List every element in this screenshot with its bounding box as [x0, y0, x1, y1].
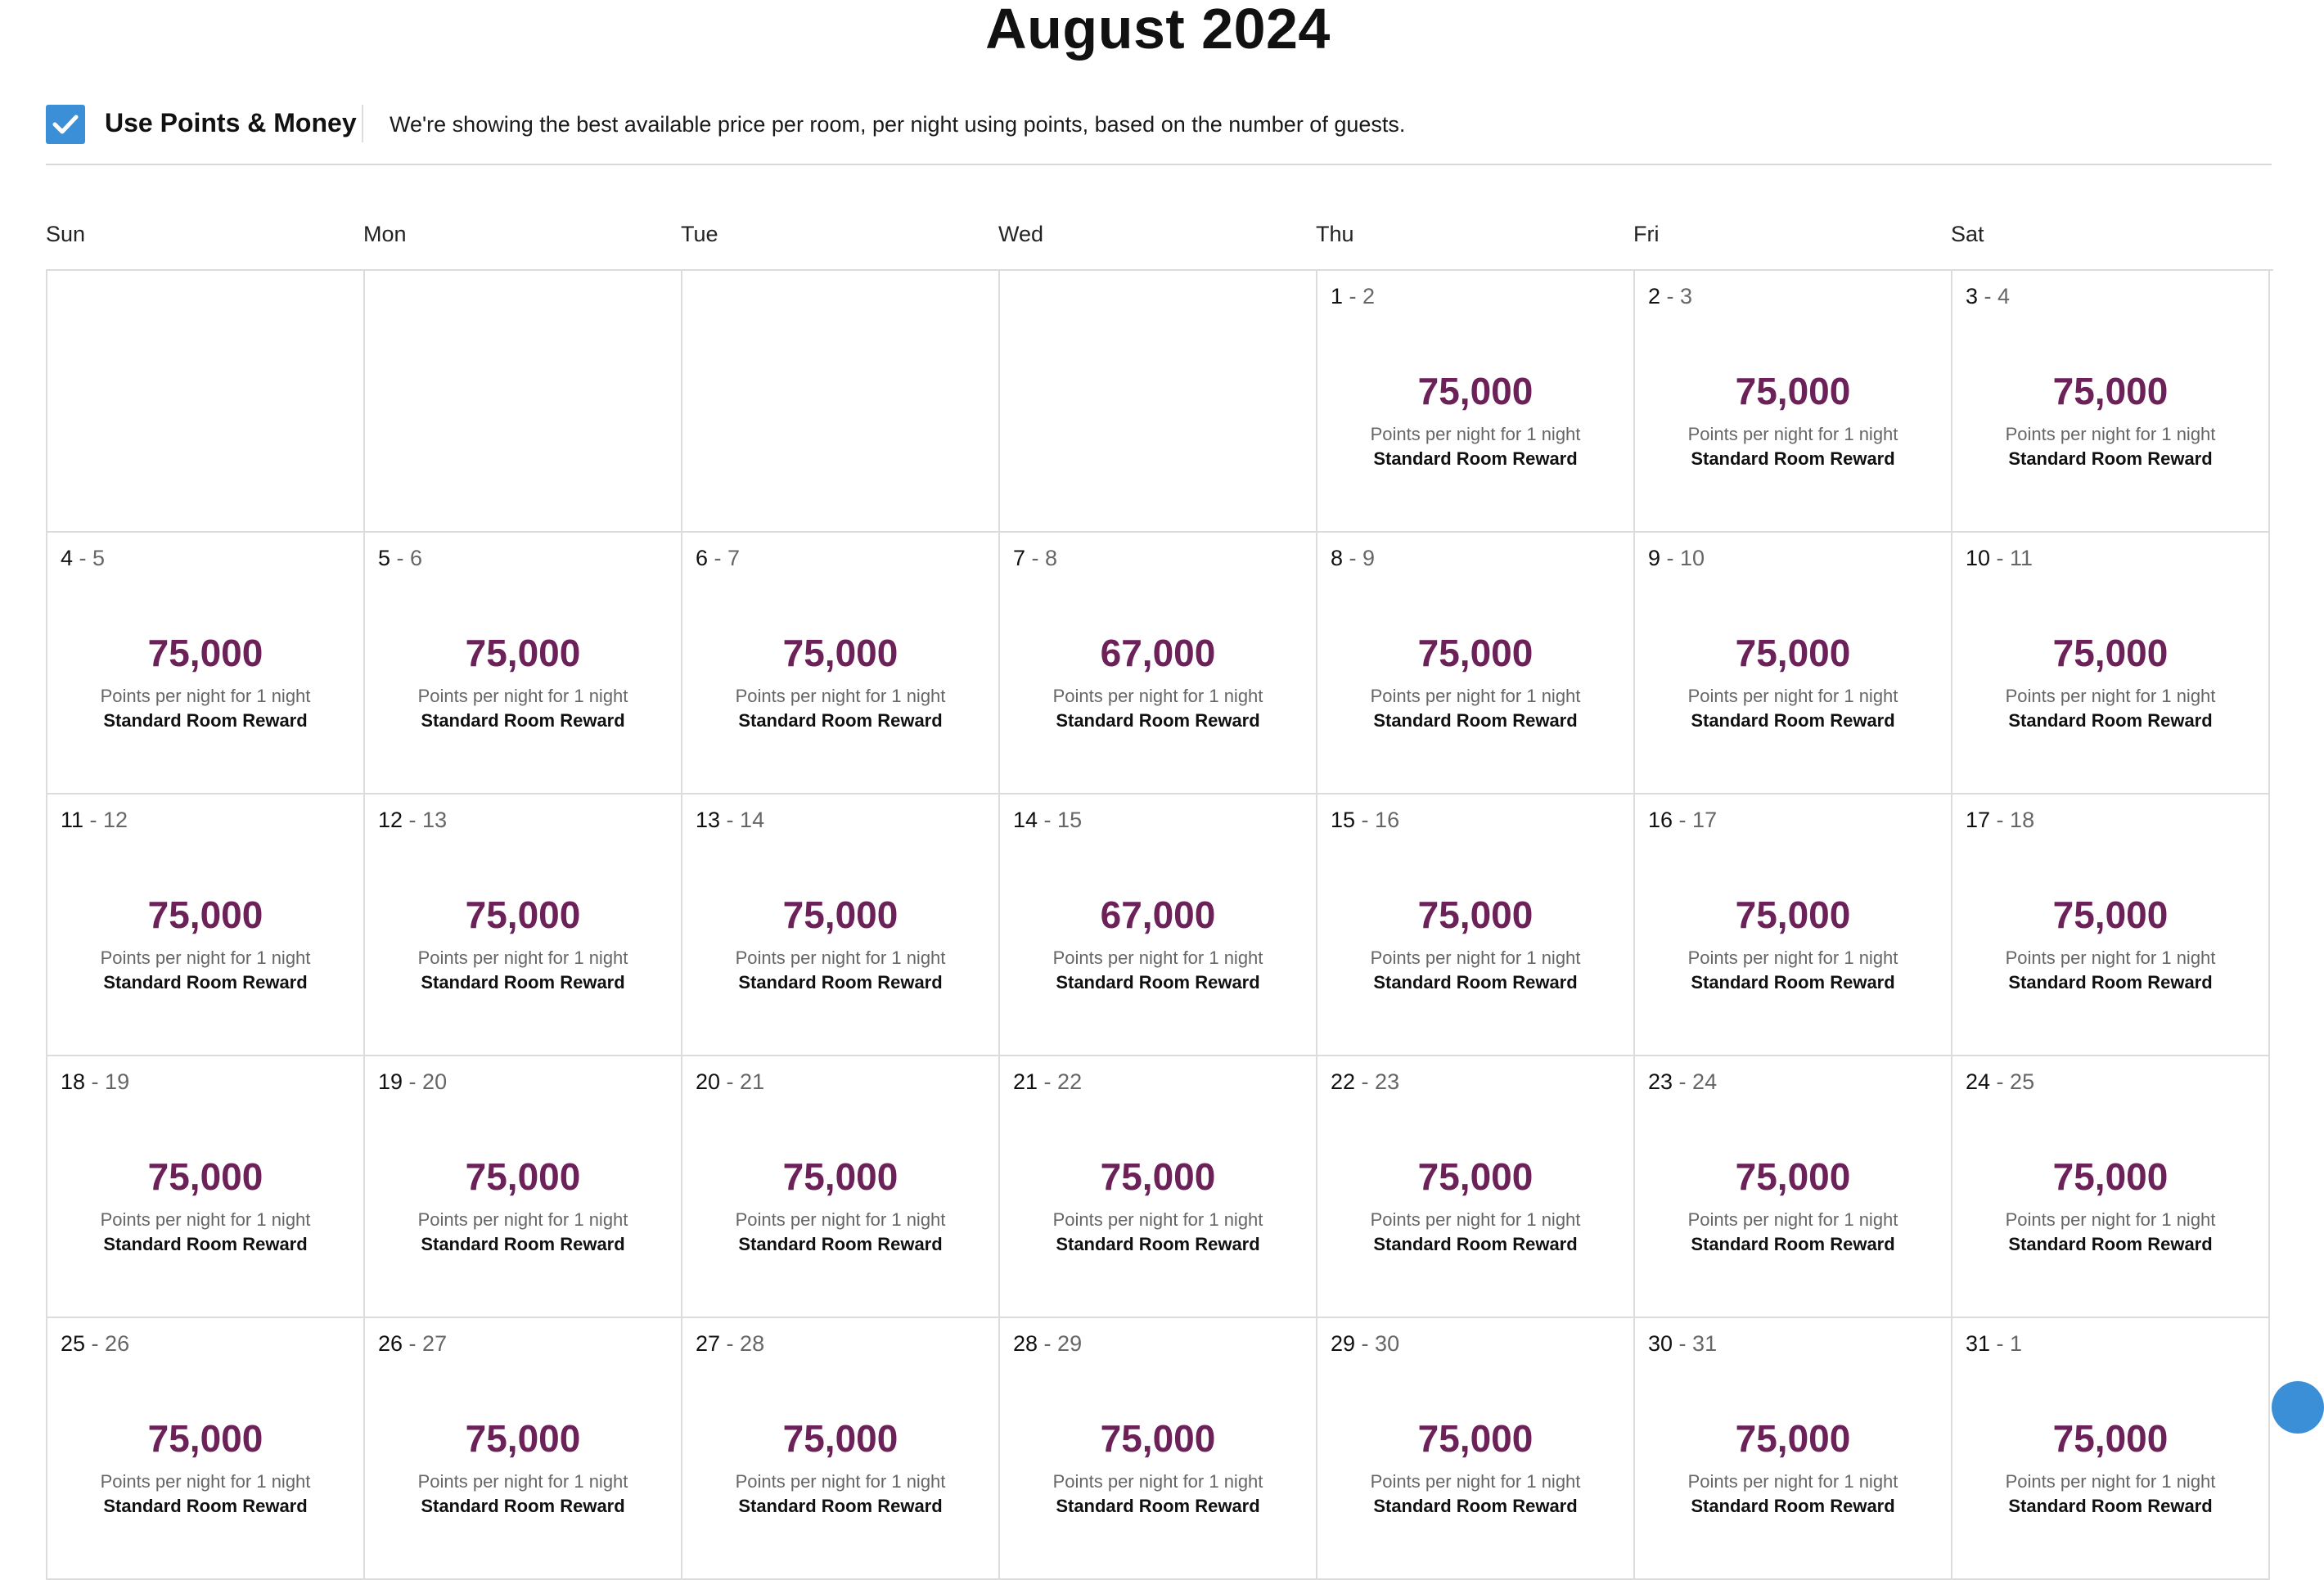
date-range	[696, 1330, 764, 1357]
price-caption: Points per night for 1 night	[417, 948, 628, 968]
check-in-day: 15	[1331, 808, 1356, 832]
check-out-day: 20	[422, 1069, 448, 1094]
reward-type: Standard Room Reward	[1373, 1234, 1578, 1254]
check-out-day: 18	[2010, 808, 2035, 832]
check-out-day: 9	[1362, 546, 1376, 570]
date-separator: -	[73, 546, 93, 570]
check-in-day: 30	[1648, 1331, 1673, 1356]
check-in-day: 7	[1013, 546, 1026, 570]
date-separator: -	[1038, 1069, 1058, 1094]
check-in-day: 17	[1966, 808, 1991, 832]
reward-type: Standard Room Reward	[1373, 1496, 1578, 1516]
price-caption: Points per night for 1 night	[735, 686, 946, 706]
check-in-day: 27	[696, 1331, 721, 1356]
check-in-day: 24	[1966, 1069, 1991, 1094]
date-separator: -	[1038, 808, 1058, 832]
weekday-mon: Mon	[363, 222, 407, 246]
points-price: 75,000	[1417, 1417, 1534, 1460]
date-range	[1013, 1330, 1082, 1357]
check-out-day: 14	[740, 808, 765, 832]
points-price: 67,000	[1100, 894, 1216, 936]
reward-type: Standard Room Reward	[738, 1496, 943, 1516]
empty-day-cell	[365, 271, 682, 533]
date-separator: -	[708, 546, 728, 570]
check-in-day: 23	[1648, 1069, 1673, 1094]
weekday-fri: Fri	[1633, 222, 1660, 246]
weekday-wed: Wed	[998, 222, 1044, 246]
date-range	[61, 806, 128, 834]
reward-type: Standard Room Reward	[2008, 710, 2213, 731]
date-separator: -	[1343, 284, 1363, 308]
date-range	[696, 544, 740, 572]
weekday-header	[46, 219, 2272, 252]
reward-type: Standard Room Reward	[421, 972, 625, 993]
reward-type: Standard Room Reward	[1691, 710, 1895, 731]
reward-type: Standard Room Reward	[738, 710, 943, 731]
price-caption: Points per night for 1 night	[1687, 1209, 1898, 1230]
reward-type: Standard Room Reward	[421, 1496, 625, 1516]
check-in-day: 2	[1648, 284, 1661, 308]
price-caption: Points per night for 1 night	[1370, 1471, 1581, 1492]
check-in-day: 16	[1648, 808, 1673, 832]
date-range	[696, 1068, 764, 1096]
date-range	[378, 1330, 447, 1357]
date-range	[378, 544, 422, 572]
price-caption: Points per night for 1 night	[735, 1471, 946, 1492]
day-cell[interactable]	[1635, 1056, 1952, 1318]
check-in-day: 1	[1331, 284, 1344, 308]
points-price: 75,000	[1417, 894, 1534, 936]
date-separator: -	[1660, 284, 1681, 308]
day-cell[interactable]	[1635, 271, 1952, 533]
date-range	[1648, 1068, 1717, 1096]
price-caption: Points per night for 1 night	[1370, 686, 1581, 706]
date-range	[1648, 282, 1692, 310]
date-separator: -	[720, 1069, 741, 1094]
check-in-day: 18	[61, 1069, 86, 1094]
check-out-day: 27	[422, 1331, 448, 1356]
month-title: August 2024	[985, 0, 1331, 61]
reward-type: Standard Room Reward	[1691, 972, 1895, 993]
date-range	[1648, 1330, 1717, 1357]
check-in-day: 13	[696, 808, 721, 832]
check-in-day: 12	[378, 808, 403, 832]
date-range	[1013, 1068, 1082, 1096]
price-caption: Points per night for 1 night	[1370, 948, 1581, 968]
date-separator: -	[390, 546, 411, 570]
reward-type: Standard Room Reward	[1056, 1234, 1260, 1254]
date-separator: -	[720, 1331, 741, 1356]
reward-type: Standard Room Reward	[1056, 710, 1260, 731]
day-cell[interactable]	[1635, 1318, 1952, 1580]
price-caption: Points per night for 1 night	[2005, 686, 2216, 706]
date-separator: -	[1355, 808, 1376, 832]
date-range	[696, 806, 764, 834]
check-out-day: 8	[1045, 546, 1058, 570]
price-caption: Points per night for 1 night	[2005, 948, 2216, 968]
check-out-day: 31	[1692, 1331, 1718, 1356]
calendar-grid	[46, 269, 2273, 1580]
price-caption: Points per night for 1 night	[735, 1209, 946, 1230]
day-cell[interactable]	[1317, 533, 1635, 795]
points-price: 75,000	[782, 1417, 899, 1460]
price-caption: Points per night for 1 night	[1687, 948, 1898, 968]
date-separator: -	[85, 1331, 106, 1356]
day-cell[interactable]	[1952, 271, 2270, 533]
pricing-info-text: We're showing the best available price per room, per night using points, based on the number of guests.	[390, 112, 1406, 137]
weekday-thu: Thu	[1316, 222, 1354, 246]
price-caption: Points per night for 1 night	[1052, 1209, 1263, 1230]
date-range	[1331, 806, 1399, 834]
check-out-day: 7	[727, 546, 741, 570]
day-cell[interactable]	[1317, 1318, 1635, 1580]
price-caption: Points per night for 1 night	[417, 1471, 628, 1492]
day-cell[interactable]	[365, 1318, 682, 1580]
day-cell[interactable]	[682, 1318, 1000, 1580]
day-cell[interactable]	[1317, 1056, 1635, 1318]
price-caption: Points per night for 1 night	[1052, 948, 1263, 968]
date-separator: -	[1660, 546, 1681, 570]
date-separator: -	[1990, 546, 2011, 570]
help-chat-button[interactable]	[2272, 1381, 2324, 1434]
check-in-day: 19	[378, 1069, 403, 1094]
check-in-day: 25	[61, 1331, 86, 1356]
date-range	[1331, 282, 1375, 310]
price-caption: Points per night for 1 night	[2005, 1209, 2216, 1230]
date-range	[1966, 282, 2010, 310]
points-price: 75,000	[147, 1155, 263, 1198]
reward-type: Standard Room Reward	[1691, 1496, 1895, 1516]
price-caption: Points per night for 1 night	[1687, 686, 1898, 706]
day-cell[interactable]	[1635, 533, 1952, 795]
check-in-day: 9	[1648, 546, 1661, 570]
check-in-day: 28	[1013, 1331, 1038, 1356]
date-range	[61, 1330, 129, 1357]
reward-type: Standard Room Reward	[103, 1234, 308, 1254]
day-cell[interactable]	[1000, 533, 1317, 795]
reward-type: Standard Room Reward	[103, 710, 308, 731]
price-caption: Points per night for 1 night	[1052, 1471, 1263, 1492]
reward-type: Standard Room Reward	[1056, 972, 1260, 993]
check-in-day: 26	[378, 1331, 403, 1356]
date-separator: -	[1978, 284, 1998, 308]
check-in-day: 29	[1331, 1331, 1356, 1356]
day-cell[interactable]	[365, 795, 682, 1056]
reward-type: Standard Room Reward	[1373, 448, 1578, 469]
price-caption: Points per night for 1 night	[100, 948, 311, 968]
points-price: 75,000	[2052, 1417, 2169, 1460]
date-range	[1966, 806, 2034, 834]
check-in-day: 4	[61, 546, 74, 570]
price-caption: Points per night for 1 night	[1687, 424, 1898, 444]
points-toolbar	[46, 98, 2272, 165]
points-price: 75,000	[147, 894, 263, 936]
price-caption: Points per night for 1 night	[1370, 424, 1581, 444]
day-cell[interactable]	[1952, 1056, 2270, 1318]
day-cell[interactable]	[682, 533, 1000, 795]
price-caption: Points per night for 1 night	[100, 1209, 311, 1230]
date-range	[1648, 806, 1717, 834]
points-price: 75,000	[1417, 370, 1534, 412]
day-cell[interactable]	[1317, 271, 1635, 533]
check-out-day: 2	[1362, 284, 1376, 308]
check-out-day: 4	[1997, 284, 2011, 308]
check-out-day: 11	[2010, 546, 2034, 570]
reward-type: Standard Room Reward	[1373, 972, 1578, 993]
day-cell[interactable]	[47, 533, 365, 795]
reward-type: Standard Room Reward	[421, 1234, 625, 1254]
date-range	[378, 806, 447, 834]
check-in-day: 8	[1331, 546, 1344, 570]
date-separator: -	[1038, 1331, 1058, 1356]
day-cell[interactable]	[1952, 795, 2270, 1056]
price-caption: Points per night for 1 night	[417, 686, 628, 706]
check-out-day: 12	[103, 808, 128, 832]
divider	[362, 105, 363, 142]
check-in-day: 31	[1966, 1331, 1991, 1356]
date-separator: -	[1355, 1069, 1376, 1094]
empty-day-cell	[1000, 271, 1317, 533]
check-out-day: 15	[1057, 808, 1083, 832]
points-price: 75,000	[1100, 1417, 1216, 1460]
use-points-checkbox[interactable]	[46, 105, 85, 144]
check-out-day: 21	[740, 1069, 765, 1094]
price-caption: Points per night for 1 night	[2005, 424, 2216, 444]
points-price: 75,000	[782, 894, 899, 936]
points-price: 75,000	[1735, 370, 1851, 412]
weekday-sat: Sat	[1951, 222, 1984, 246]
check-out-day: 13	[422, 808, 448, 832]
date-separator: -	[403, 1331, 423, 1356]
check-out-day: 24	[1692, 1069, 1718, 1094]
empty-day-cell	[682, 271, 1000, 533]
date-separator: -	[403, 1069, 423, 1094]
check-out-day: 16	[1375, 808, 1400, 832]
day-cell[interactable]	[1952, 533, 2270, 795]
check-in-day: 14	[1013, 808, 1038, 832]
date-separator: -	[403, 808, 423, 832]
check-in-day: 20	[696, 1069, 721, 1094]
day-cell[interactable]	[365, 533, 682, 795]
date-separator: -	[1673, 808, 1693, 832]
date-range	[378, 1068, 447, 1096]
date-range	[1013, 544, 1057, 572]
reward-type: Standard Room Reward	[1691, 448, 1895, 469]
reward-type: Standard Room Reward	[738, 1234, 943, 1254]
price-caption: Points per night for 1 night	[100, 686, 311, 706]
day-cell[interactable]	[1000, 1318, 1317, 1580]
check-out-day: 26	[105, 1331, 130, 1356]
date-separator: -	[1025, 546, 1046, 570]
date-separator: -	[720, 808, 741, 832]
date-separator: -	[1355, 1331, 1376, 1356]
check-out-day: 29	[1057, 1331, 1083, 1356]
day-cell[interactable]	[1000, 1056, 1317, 1318]
price-caption: Points per night for 1 night	[1052, 686, 1263, 706]
check-out-day: 30	[1375, 1331, 1400, 1356]
check-in-day: 11	[61, 808, 84, 832]
points-price: 75,000	[465, 1417, 581, 1460]
points-price: 75,000	[147, 1417, 263, 1460]
use-points-label[interactable]: Use Points & Money	[105, 108, 357, 137]
price-caption: Points per night for 1 night	[735, 948, 946, 968]
check-in-day: 5	[378, 546, 391, 570]
day-cell[interactable]	[682, 795, 1000, 1056]
empty-day-cell	[47, 271, 365, 533]
check-in-day: 3	[1966, 284, 1979, 308]
points-price: 75,000	[1417, 632, 1534, 674]
points-price: 75,000	[147, 632, 263, 674]
points-price: 75,000	[2052, 894, 2169, 936]
check-in-day: 10	[1966, 546, 1991, 570]
date-separator: -	[83, 808, 104, 832]
date-separator: -	[1990, 1069, 2011, 1094]
check-in-day: 21	[1013, 1069, 1038, 1094]
checkmark-icon	[52, 113, 79, 136]
reward-type: Standard Room Reward	[103, 1496, 308, 1516]
points-price: 75,000	[782, 632, 899, 674]
date-range	[1331, 544, 1375, 572]
points-price: 67,000	[1100, 632, 1216, 674]
date-range	[1648, 544, 1705, 572]
check-in-day: 6	[696, 546, 709, 570]
check-out-day: 22	[1057, 1069, 1083, 1094]
reward-type: Standard Room Reward	[2008, 448, 2213, 469]
date-range	[1966, 544, 2033, 572]
reward-type: Standard Room Reward	[421, 710, 625, 731]
price-caption: Points per night for 1 night	[2005, 1471, 2216, 1492]
date-range	[1013, 806, 1082, 834]
check-out-day: 3	[1680, 284, 1693, 308]
price-caption: Points per night for 1 night	[100, 1471, 311, 1492]
points-price: 75,000	[2052, 632, 2169, 674]
points-price: 75,000	[1735, 1155, 1851, 1198]
reward-type: Standard Room Reward	[738, 972, 943, 993]
check-out-day: 23	[1375, 1069, 1400, 1094]
points-price: 75,000	[465, 632, 581, 674]
points-price: 75,000	[2052, 1155, 2169, 1198]
day-cell[interactable]	[682, 1056, 1000, 1318]
points-price: 75,000	[1735, 632, 1851, 674]
day-cell[interactable]	[47, 795, 365, 1056]
reward-type: Standard Room Reward	[1691, 1234, 1895, 1254]
day-cell[interactable]	[365, 1056, 682, 1318]
date-separator: -	[1990, 808, 2011, 832]
date-separator: -	[1343, 546, 1363, 570]
points-price: 75,000	[782, 1155, 899, 1198]
points-price: 75,000	[2052, 370, 2169, 412]
day-cell[interactable]	[1000, 795, 1317, 1056]
reward-type: Standard Room Reward	[2008, 1496, 2213, 1516]
date-range	[1331, 1068, 1399, 1096]
day-cell[interactable]	[1952, 1318, 2270, 1580]
price-caption: Points per night for 1 night	[417, 1209, 628, 1230]
points-price: 75,000	[1735, 1417, 1851, 1460]
price-caption: Points per night for 1 night	[1687, 1471, 1898, 1492]
points-price: 75,000	[465, 894, 581, 936]
date-range	[61, 544, 105, 572]
day-cell[interactable]	[47, 1318, 365, 1580]
points-price: 75,000	[1417, 1155, 1534, 1198]
date-separator: -	[1673, 1069, 1693, 1094]
weekday-tue: Tue	[681, 222, 718, 246]
day-cell[interactable]	[1317, 795, 1635, 1056]
weekday-sun: Sun	[46, 222, 86, 246]
points-price: 75,000	[1735, 894, 1851, 936]
check-out-day: 10	[1680, 546, 1705, 570]
reward-type: Standard Room Reward	[2008, 972, 2213, 993]
date-separator: -	[1673, 1331, 1693, 1356]
date-range	[1966, 1068, 2034, 1096]
reward-type: Standard Room Reward	[1056, 1496, 1260, 1516]
check-out-day: 28	[740, 1331, 765, 1356]
check-out-day: 6	[410, 546, 423, 570]
check-out-day: 5	[92, 546, 106, 570]
points-price: 75,000	[1100, 1155, 1216, 1198]
check-out-day: 25	[2010, 1069, 2035, 1094]
reward-type: Standard Room Reward	[2008, 1234, 2213, 1254]
day-cell[interactable]	[47, 1056, 365, 1318]
date-range	[1331, 1330, 1399, 1357]
date-range	[1966, 1330, 2022, 1357]
date-separator: -	[1990, 1331, 2011, 1356]
check-out-day: 17	[1692, 808, 1718, 832]
check-out-day: 1	[2010, 1331, 2023, 1356]
reward-type: Standard Room Reward	[103, 972, 308, 993]
price-caption: Points per night for 1 night	[1370, 1209, 1581, 1230]
points-price: 75,000	[465, 1155, 581, 1198]
check-in-day: 22	[1331, 1069, 1356, 1094]
reward-type: Standard Room Reward	[1373, 710, 1578, 731]
day-cell[interactable]	[1635, 795, 1952, 1056]
check-out-day: 19	[105, 1069, 130, 1094]
date-range	[61, 1068, 129, 1096]
date-separator: -	[85, 1069, 106, 1094]
